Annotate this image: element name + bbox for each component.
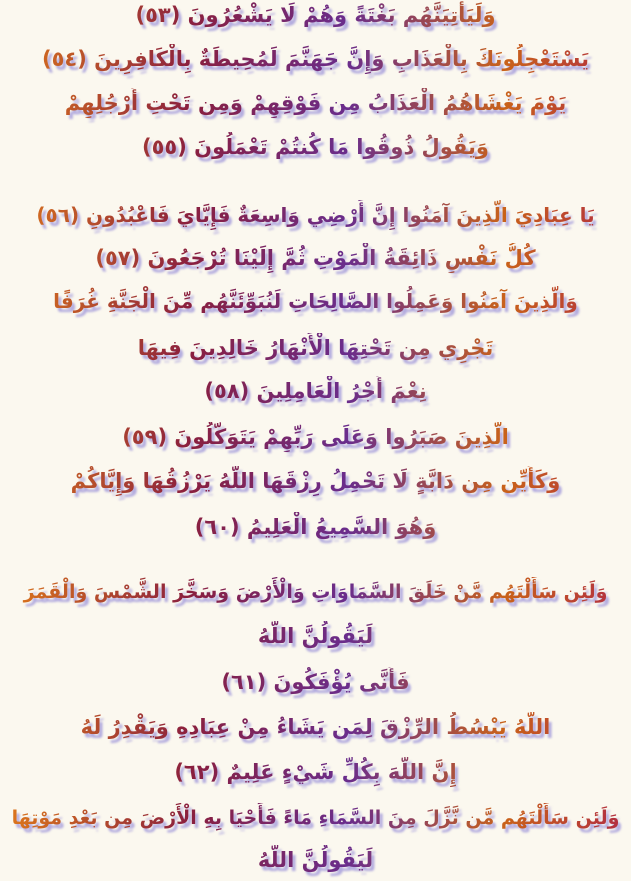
verse-line: الَّذِينَ صَبَرُوا وَعَلَى رَبِّهِمْ يَتَوَكَّلُونَ (٥٩) [0,422,631,452]
verse-line: إِنَّ اللَّهَ بِكُلِّ شَيْءٍ عَلِيمٌ (٦٢) [0,757,631,787]
verse-line: وَكَأَيِّن مِن دَابَّةٍ لَا تَحْمِلُ رِزْقَهَا اللَّهُ يَرْزُقُهَا وَإِيَّاكُمْ [0,466,631,496]
verse-line: نِعْمَ أَجْرُ الْعَامِلِينَ (٥٨) [0,376,631,406]
verse-line: يَسْتَعْجِلُونَكَ بِالْعَذَابِ وَإِنَّ جَهَنَّمَ لَمُحِيطَةٌ بِالْكَافِرِينَ (٥٤) [0,44,631,74]
verse-line: تَجْرِي مِن تَحْتِهَا الْأَنْهَارُ خَالِدِينَ فِيهَا [0,333,631,363]
verse-line: لَيَقُولُنَّ اللَّهُ [0,845,631,875]
verse-line: يَوْمَ يَغْشَاهُمُ الْعَذَابُ مِن فَوْقِهِمْ وَمِن تَحْتِ أَرْجُلِهِمْ [0,88,631,118]
verse-line: وَلَئِن سَأَلْتَهُم مَّنْ خَلَقَ السَّمَاوَاتِ وَالْأَرْضَ وَسَخَّرَ الشَّمْسَ وَالْقَمَرَ [0,577,631,607]
verse-line: اللَّهُ يَبْسُطُ الرِّزْقَ لِمَن يَشَاءُ مِنْ عِبَادِهِ وَيَقْدِرُ لَهُ [0,712,631,742]
verse-line: وَهُوَ السَّمِيعُ الْعَلِيمُ (٦٠) [0,512,631,542]
verse-line: وَلَئِن سَأَلْتَهُم مَّن نَّزَّلَ مِنَ السَّمَاءِ مَاءً فَأَحْيَا بِهِ الْأَرْضَ مِن بَعْدِ مَوْتِهَا [0,803,631,833]
verse-line: وَالَّذِينَ آمَنُوا وَعَمِلُوا الصَّالِحَاتِ لَنُبَوِّئَنَّهُم مِّنَ الْجَنَّةِ غُرَفًا [0,286,631,316]
verse-line: فَأَنَّى يُؤْفَكُونَ (٦١) [0,667,631,697]
verse-line: يَا عِبَادِيَ الَّذِينَ آمَنُوا إِنَّ أَرْضِي وَاسِعَةٌ فَإِيَّايَ فَاعْبُدُونِ (٥٦) [0,200,631,230]
verse-line: وَيَقُولُ ذُوقُوا مَا كُنتُمْ تَعْمَلُونَ (٥٥) [0,132,631,162]
verse-line: وَلَيَأْتِيَنَّهُم بَغْتَةً وَهُمْ لَا يَشْعُرُونَ (٥٣) [0,0,631,30]
verse-line: كُلُّ نَفْسٍ ذَائِقَةُ الْمَوْتِ ثُمَّ إِلَيْنَا تُرْجَعُونَ (٥٧) [0,243,631,273]
verse-line: لَيَقُولُنَّ اللَّهُ [0,621,631,651]
